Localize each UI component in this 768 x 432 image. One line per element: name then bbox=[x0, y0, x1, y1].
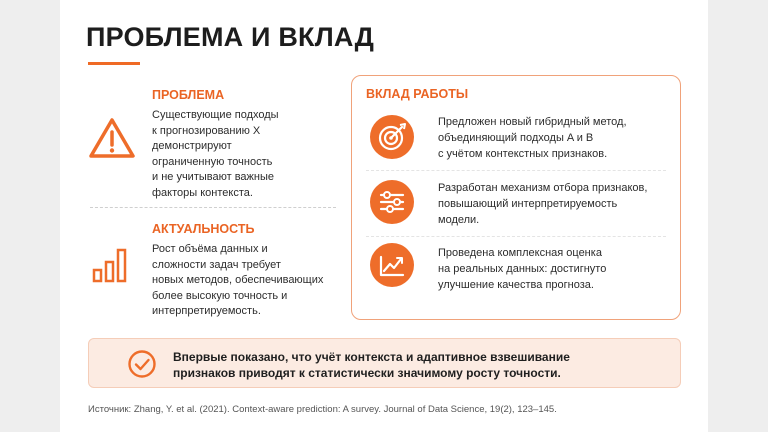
slide bbox=[60, 0, 708, 432]
section-divider bbox=[90, 207, 336, 208]
contribution-line: улучшение качества прогноза. bbox=[438, 279, 594, 291]
item-divider bbox=[366, 236, 666, 237]
contribution-item-1-text bbox=[438, 114, 627, 162]
bar-chart-icon bbox=[92, 244, 132, 289]
relevance-line: сложности задач требует bbox=[152, 258, 281, 271]
problem-line: к прогнозированию X bbox=[152, 124, 261, 137]
check-circle-icon bbox=[127, 349, 157, 384]
contribution-line: Проведена комплексная оценка bbox=[438, 247, 602, 259]
key-finding-banner bbox=[88, 338, 681, 388]
relevance-line: новых методов, обеспечивающих bbox=[152, 274, 324, 286]
target-icon bbox=[370, 115, 414, 159]
problem-line: Существующие подходы bbox=[152, 109, 279, 121]
title-underline bbox=[88, 62, 140, 65]
sliders-icon bbox=[370, 180, 414, 224]
problem-line: и не учитывают важные bbox=[152, 171, 275, 183]
problem-line: ограниченную точность bbox=[152, 155, 273, 168]
source-citation: Источник: Zhang, Y. et al. (2021). Context-aware prediction: A survey. Journal of Data Science, 19(2), 123–145. bbox=[88, 404, 557, 415]
relevance-heading: АКТУАЛЬНОСТЬ bbox=[152, 222, 255, 236]
contribution-line: с учётом контекстных признаков. bbox=[438, 148, 608, 160]
contribution-line: модели. bbox=[438, 214, 480, 226]
banner-line: признаков приводят к статистически значимому росту точности. bbox=[173, 366, 561, 380]
contribution-box bbox=[351, 75, 681, 320]
problem-heading: ПРОБЛЕМА bbox=[152, 88, 225, 102]
banner-line: Впервые показано, что учёт контекста и адаптивное взвешивание bbox=[173, 350, 570, 364]
problem-line: факторы контекста. bbox=[152, 186, 253, 199]
relevance-line: интерпретируемость. bbox=[152, 305, 261, 317]
problem-line: демонстрируют bbox=[152, 140, 232, 152]
problem-text bbox=[152, 108, 279, 201]
contribution-line: Предложен новый гибридный метод, bbox=[438, 116, 627, 128]
contribution-line: Разработан механизм отбора признаков, bbox=[438, 182, 648, 194]
relevance-line: более высокую точность и bbox=[152, 289, 288, 302]
trend-up-icon bbox=[370, 243, 414, 287]
key-finding-text bbox=[173, 349, 570, 381]
contribution-line: объединяющий подходы A и B bbox=[438, 132, 594, 144]
relevance-line: Рост объёма данных и bbox=[152, 243, 268, 255]
relevance-text bbox=[152, 242, 323, 320]
warning-icon bbox=[88, 116, 136, 165]
contribution-line: повышающий интерпретируемость bbox=[438, 198, 618, 210]
item-divider bbox=[366, 170, 666, 171]
contribution-item-3-text bbox=[438, 245, 606, 293]
contribution-heading: ВКЛАД РАБОТЫ bbox=[366, 87, 469, 101]
page-title: ПРОБЛЕМА И ВКЛАД bbox=[86, 22, 375, 52]
contribution-item-2-text bbox=[438, 180, 647, 228]
contribution-line: на реальных данных: достигнуто bbox=[438, 263, 607, 275]
